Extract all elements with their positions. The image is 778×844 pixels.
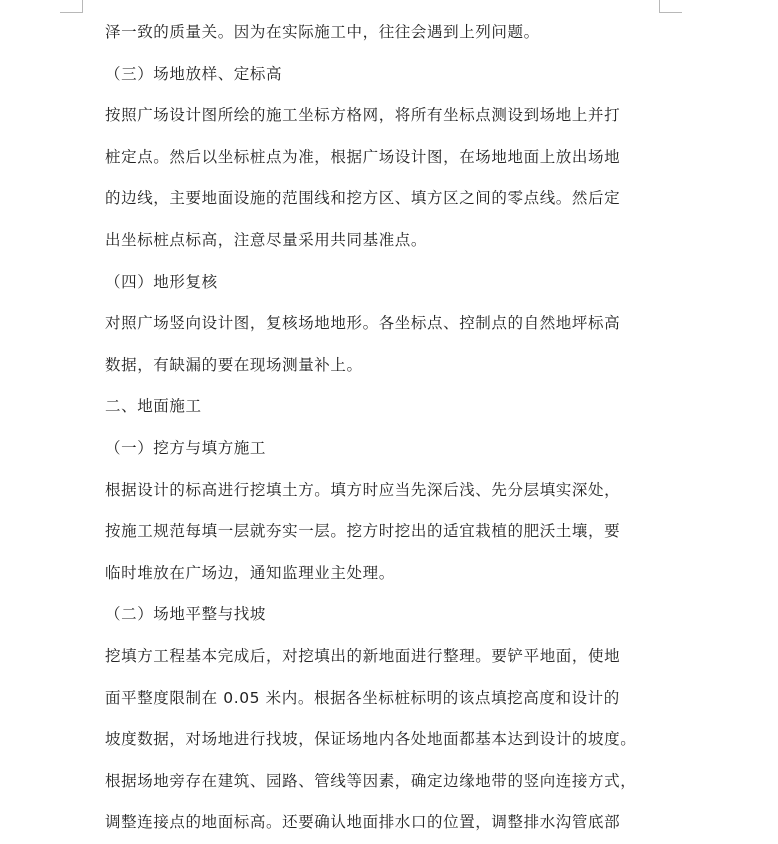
section-heading: （一）挖方与填方施工 [105,438,267,457]
text-line: 根据设计的标高进行挖填土方。填方时应当先深后浅、先分层填实深处， [105,480,621,499]
text-line: 对照广场竖向设计图，复核场地地形。各坐标点、控制点的自然地坪标高 [105,314,621,333]
text-line: 数据，有缺漏的要在现场测量补上。 [105,355,363,374]
section-heading: （二）场地平整与找坡 [105,605,267,624]
text-line: 面平整度限制在 0.05 米内。根据各坐标桩标明的该点填挖高度和设计的 [105,688,620,707]
text-line: 坡度数据，对场地进行找坡，保证场地内各处地面都基本达到设计的坡度。 [105,730,637,749]
crop-mark-top-left [60,0,83,13]
text-line: 挖填方工程基本完成后，对挖填出的新地面进行整理。要铲平地面，使地 [105,646,621,665]
text-line: 按施工规范每填一层就夯实一层。挖方时挖出的适宜栽植的肥沃土壤，要 [105,522,621,541]
text-line: 出坐标桩点标高，注意尽量采用共同基准点。 [105,230,428,249]
text-line: 按照广场设计图所绘的施工坐标方格网，将所有坐标点测设到场地上并打 [105,106,621,125]
text-line: 桩定点。然后以坐标桩点为准，根据广场设计图，在场地地面上放出场地 [105,147,621,166]
text-line: 调整连接点的地面标高。还要确认地面排水口的位置，调整排水沟管底部 [105,813,621,832]
section-heading: （四）地形复核 [105,272,218,291]
chapter-heading: 二、地面施工 [105,397,202,416]
text-line: 的边线，主要地面设施的范围线和挖方区、填方区之间的零点线。然后定 [105,189,621,208]
text-line: 临时堆放在广场边，通知监理业主处理。 [105,563,395,582]
section-heading: （三）场地放样、定标高 [105,64,283,83]
text-line: 泽一致的质量关。因为在实际施工中，往往会遇到上列问题。 [105,23,540,41]
document-body [105,12,665,844]
text-line: 根据场地旁存在建筑、园路、管线等因素，确定边缘地带的竖向连接方式， [105,771,637,790]
